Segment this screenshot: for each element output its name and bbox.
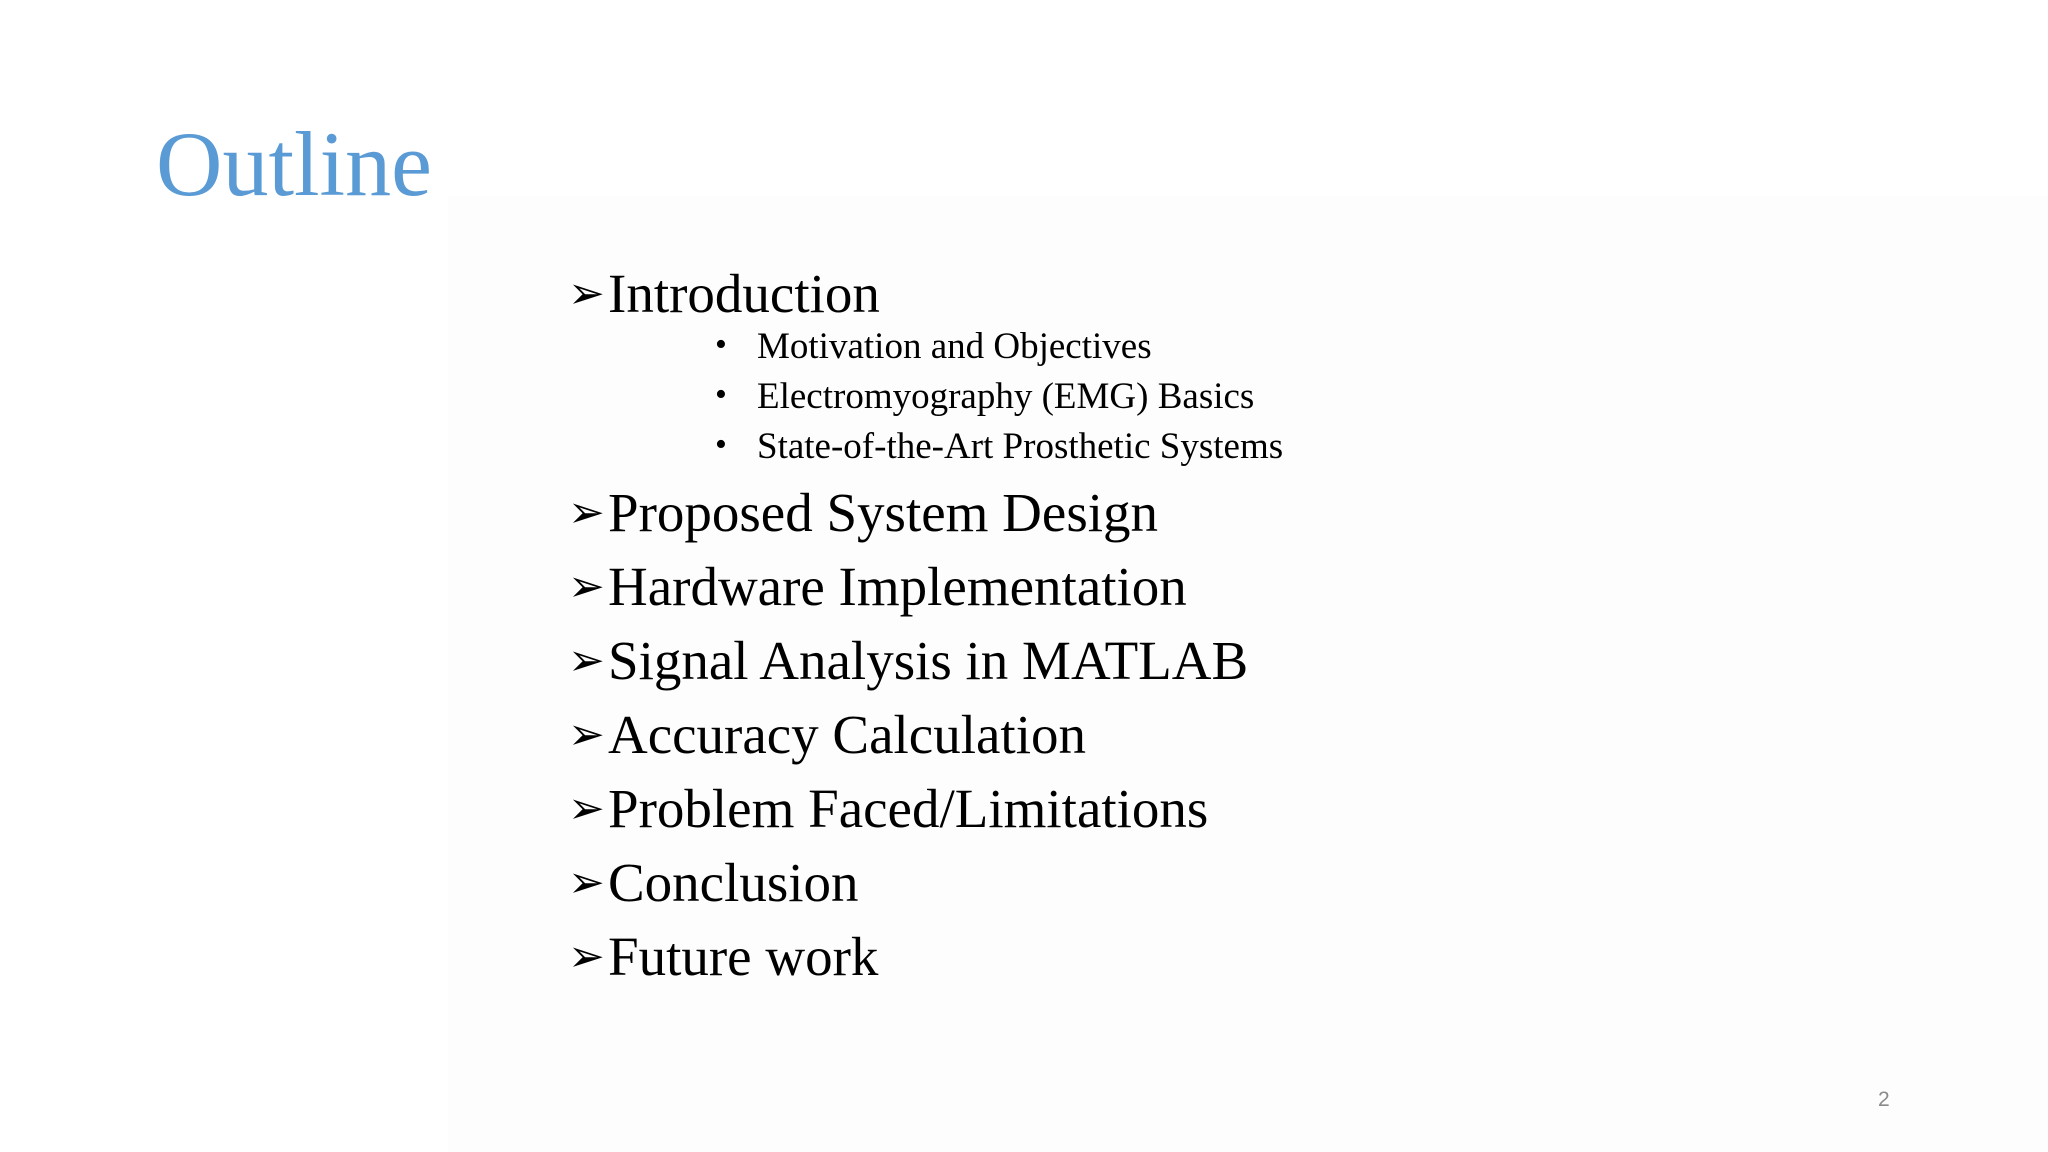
outline-item-label: Accuracy Calculation [608,704,1086,765]
sub-item-state-of-the-art [568,428,1568,465]
sub-item-motivation [568,328,1568,365]
introduction-subitems [568,328,1568,465]
outline-item-label: Future work [608,926,879,987]
arrow-bullet-icon: ➢ [568,487,605,538]
outline-item-label: Conclusion [608,852,859,913]
sub-item-label: Motivation and Objectives [757,326,1152,367]
outline-item-conclusion [568,852,1568,913]
slide-title: Outline [156,113,432,215]
dot-bullet-icon: • [715,426,727,463]
outline-item-proposed-system-design [568,482,1568,543]
sub-item-emg-basics [568,378,1568,415]
outline-item-future-work [568,926,1568,987]
arrow-bullet-icon: ➢ [568,931,605,982]
outline-item-accuracy-calculation [568,704,1568,765]
slide-number: 2 [1878,1088,1890,1111]
dot-bullet-icon: • [715,326,727,363]
sub-item-label: Electromyography (EMG) Basics [757,376,1255,417]
outline-item-label: Signal Analysis in MATLAB [608,630,1249,691]
arrow-bullet-icon: ➢ [568,635,605,686]
arrow-bullet-icon: ➢ [568,783,605,834]
outline-item-label: Introduction [608,263,880,324]
dot-bullet-icon: • [715,376,727,413]
arrow-bullet-icon: ➢ [568,709,605,760]
sub-item-label: State-of-the-Art Prosthetic Systems [757,426,1284,467]
outline-item-problem-faced [568,778,1568,839]
outline-list [568,263,1568,987]
outline-item-signal-analysis [568,630,1568,691]
arrow-bullet-icon: ➢ [568,857,605,908]
outline-item-label: Proposed System Design [608,482,1158,543]
outline-item-label: Hardware Implementation [608,556,1187,617]
arrow-bullet-icon: ➢ [568,561,605,612]
outline-item-hardware-implementation [568,556,1568,617]
arrow-bullet-icon: ➢ [568,268,605,319]
outline-item-label: Problem Faced/Limitations [608,778,1209,839]
outline-item-introduction [568,263,1568,324]
